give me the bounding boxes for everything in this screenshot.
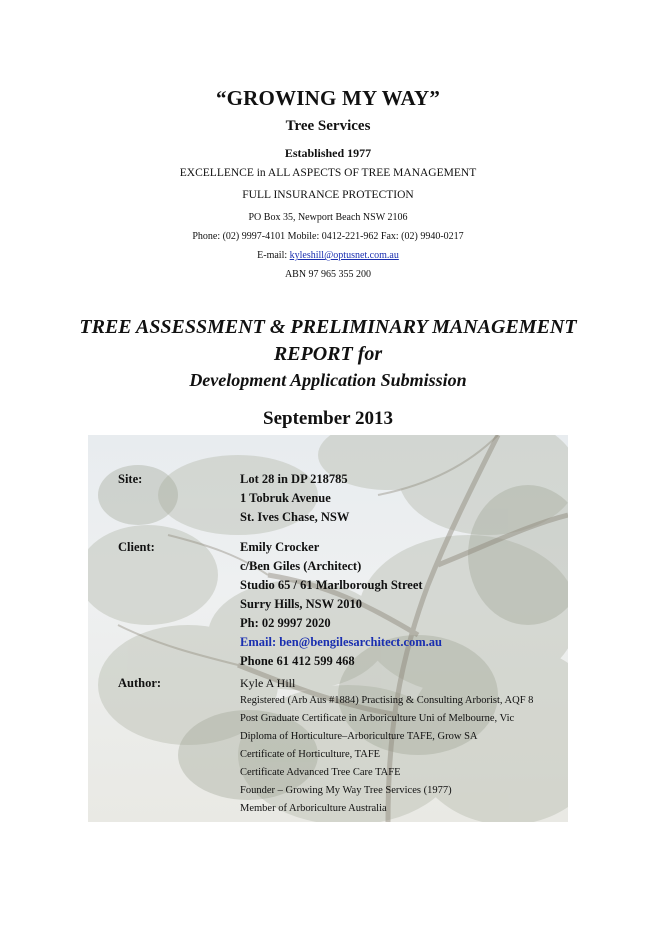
email-label: E-mail:: [257, 250, 290, 261]
client-label: Client:: [118, 540, 155, 554]
author-qualification: Certificate of Horticulture, TAFE: [240, 749, 381, 760]
abn-number: ABN 97 965 355 200: [284, 269, 372, 280]
company-services: Tree Services: [285, 118, 371, 134]
tagline-insurance: FULL INSURANCE PROTECTION: [242, 189, 414, 201]
client-line: Studio 65 / 61 Marlborough Street: [240, 578, 423, 592]
author-qualification: Diploma of Horticulture–Arboriculture TAFE, Grow SA: [240, 731, 478, 742]
report-title-line1: TREE ASSESSMENT & PRELIMINARY MANAGEMENT: [79, 316, 577, 338]
client-line: Ph: 02 9997 2020: [240, 616, 331, 630]
site-label: Site:: [118, 472, 143, 486]
report-title-line2: REPORT for: [273, 343, 383, 365]
contact-email-line: [0, 250, 656, 261]
site-line: 1 Tobruk Avenue: [240, 491, 331, 505]
tagline-excellence: EXCELLENCE in ALL ASPECTS OF TREE MANAGEMENT: [179, 167, 477, 179]
contact-phones: Phone: (02) 9997-4101 Mobile: 0412-221-962 Fax: (02) 9940-0217: [192, 231, 464, 242]
client-email[interactable]: Email: ben@bengilesarchitect.com.au: [240, 635, 443, 649]
established-line: Established 1977: [284, 146, 372, 160]
client-line: Surry Hills, NSW 2010: [240, 597, 363, 611]
company-name: “GROWING MY WAY”: [215, 86, 441, 110]
author-qualification: Registered (Arb Aus #1884) Practising & Consulting Arborist, AQF 8: [240, 695, 534, 706]
client-line: Emily Crocker: [240, 540, 320, 554]
site-line: St. Ives Chase, NSW: [240, 510, 350, 524]
report-date: September 2013: [263, 408, 393, 429]
author-qualification: Founder – Growing My Way Tree Services (1977): [240, 785, 452, 796]
author-label: Author:: [118, 676, 162, 690]
author-qualification: Member of Arboriculture Australia: [240, 803, 387, 814]
author-qualification: Certificate Advanced Tree Care TAFE: [240, 767, 401, 778]
author-name: Kyle A Hill: [240, 676, 296, 690]
postal-address: PO Box 35, Newport Beach NSW 2106: [248, 212, 408, 223]
author-qualification: Post Graduate Certificate in Arboriculture Uni of Melbourne, Vic: [240, 713, 515, 724]
client-line: c/Ben Giles (Architect): [240, 559, 362, 573]
email-link[interactable]: kyleshill@optusnet.com.au: [289, 250, 399, 261]
site-line: Lot 28 in DP 218785: [240, 472, 348, 486]
client-phone: Phone 61 412 599 468: [240, 654, 355, 668]
report-title-line3: Development Application Submission: [189, 370, 467, 390]
